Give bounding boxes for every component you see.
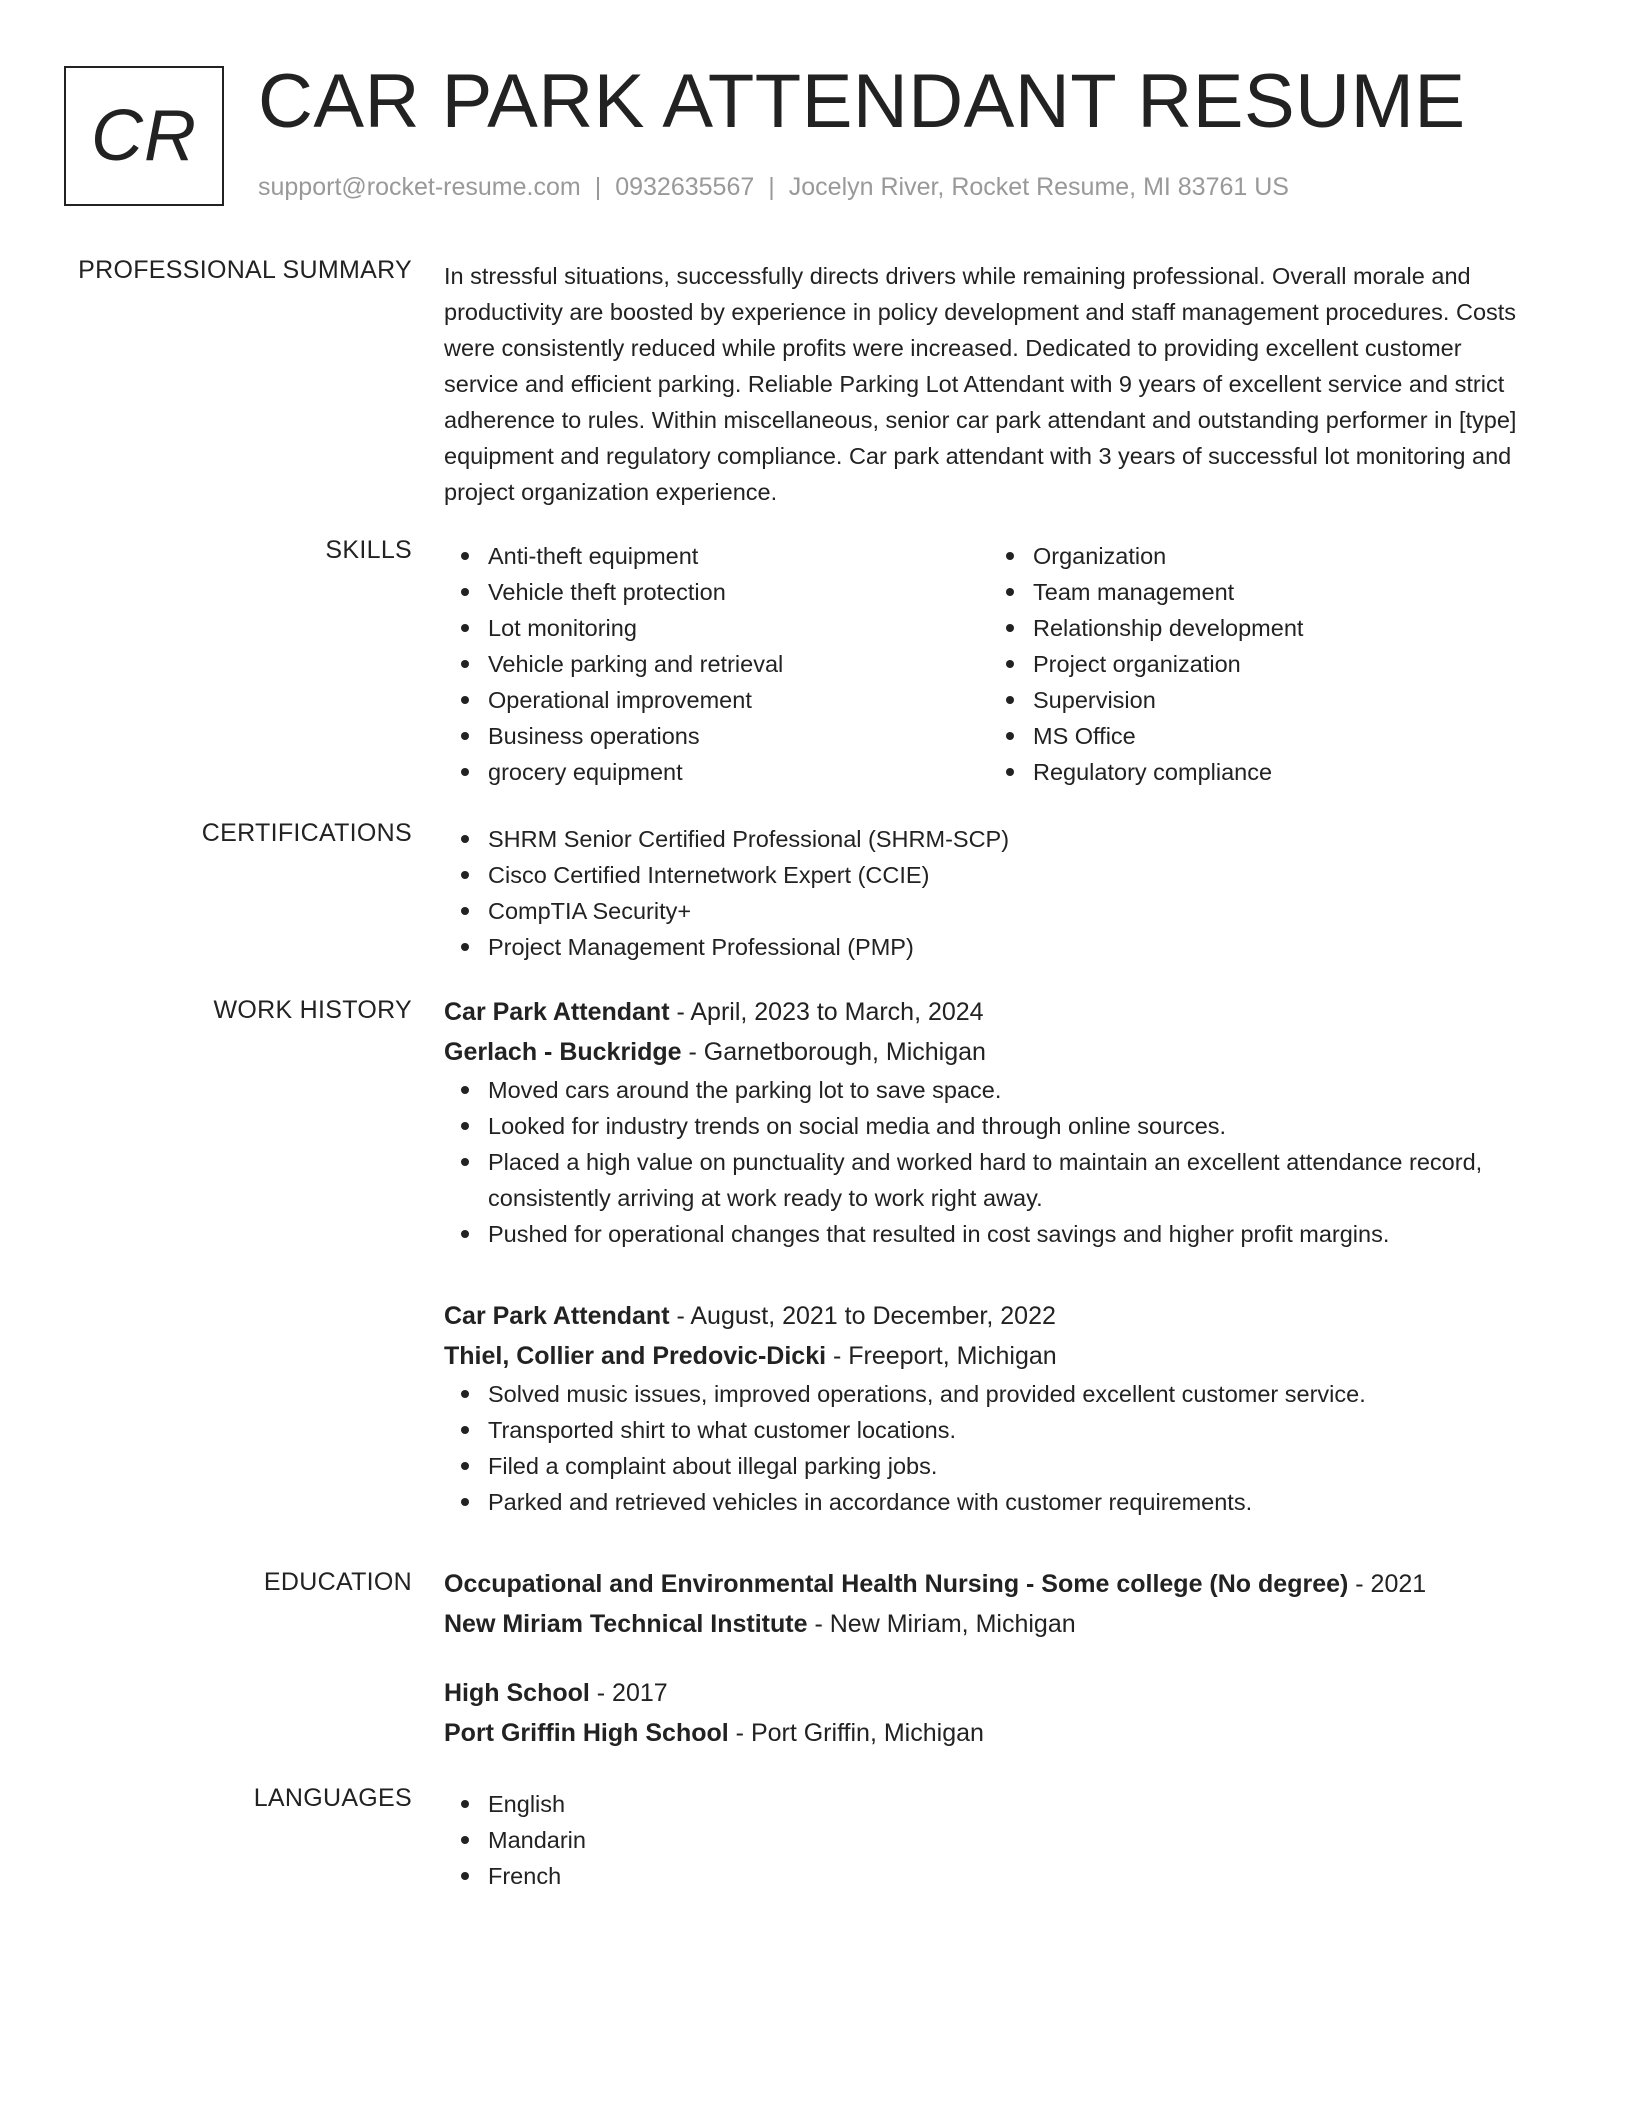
bullet-icon: [461, 1230, 469, 1238]
bullet-icon: [461, 552, 469, 560]
certification-text: Project Management Professional (PMP): [488, 934, 914, 960]
bullet-icon: [461, 1390, 469, 1398]
language-text: English: [488, 1791, 566, 1817]
education-degree: Occupational and Environmental Health Nursing - Some college (No degree): [444, 1570, 1349, 1598]
bullet-icon: [461, 588, 469, 596]
skill-text: Supervision: [1033, 687, 1156, 713]
skill-text: Operational improvement: [488, 687, 752, 713]
education-location: - New Miriam, Michigan: [814, 1610, 1076, 1638]
job-bullet-text: Looked for industry trends on social media and through online sources.: [488, 1113, 1227, 1139]
bullet-icon: [461, 835, 469, 843]
skill-text: grocery equipment: [488, 759, 683, 785]
education-school: New Miriam Technical Institute: [444, 1610, 808, 1638]
certification-item: [444, 857, 1534, 893]
contact-email[interactable]: support@rocket-resume.com: [258, 173, 581, 201]
job-company: Gerlach - Buckridge: [444, 1038, 682, 1066]
bullet-icon: [461, 943, 469, 951]
job-bullets: [444, 1376, 1534, 1520]
education-entry: [444, 1673, 1534, 1753]
bullet-icon: [461, 871, 469, 879]
bullet-icon: [461, 1426, 469, 1434]
job-company: Thiel, Collier and Predovic-Dicki: [444, 1342, 827, 1370]
bullet-icon: [1006, 732, 1014, 740]
job-bullet-text: Solved music issues, improved operations, and provided excellent customer service.: [488, 1381, 1366, 1407]
bullet-icon: [1006, 624, 1014, 632]
bullet-icon: [461, 1122, 469, 1130]
job-dates: - August, 2021 to December, 2022: [676, 1302, 1056, 1330]
contact-address: Jocelyn River, Rocket Resume, MI 83761 US: [788, 173, 1289, 201]
education-degree-line: [444, 1564, 1534, 1604]
certifications-heading: CERTIFICATIONS: [201, 819, 412, 847]
language-item: [444, 1786, 1534, 1822]
skill-item: [989, 646, 1534, 682]
skill-item: [989, 538, 1534, 574]
languages-list: [444, 1786, 1534, 1894]
skill-text: Regulatory compliance: [1033, 759, 1273, 785]
job-company-line: [444, 1032, 1534, 1072]
skill-text: MS Office: [1033, 723, 1136, 749]
bullet-icon: [461, 1086, 469, 1094]
education-school-line: [444, 1713, 1534, 1753]
certifications-list: [444, 821, 1534, 965]
bullet-icon: [461, 1800, 469, 1808]
skill-item: [444, 574, 989, 610]
bullet-icon: [461, 768, 469, 776]
skill-item: [444, 538, 989, 574]
skill-item: [444, 610, 989, 646]
job-bullet: [444, 1376, 1534, 1412]
skill-text: Vehicle parking and retrieval: [488, 651, 784, 677]
bullet-icon: [461, 624, 469, 632]
bullet-icon: [461, 1836, 469, 1844]
job-bullet: [444, 1108, 1534, 1144]
certification-text: Cisco Certified Internetwork Expert (CCIE): [488, 862, 930, 888]
job-title: Car Park Attendant: [444, 1302, 670, 1330]
job-bullet-text: Placed a high value on punctuality and worked hard to maintain an excellent attendance record, consistently arriving at work ready to work right away.: [488, 1149, 1483, 1211]
job-location: - Garnetborough, Michigan: [688, 1038, 986, 1066]
job-bullet-text: Parked and retrieved vehicles in accordance with customer requirements.: [488, 1489, 1253, 1515]
monogram-logo: CR: [64, 66, 224, 206]
skills-grid: [444, 538, 1534, 790]
language-text: Mandarin: [488, 1827, 586, 1853]
job-bullet: [444, 1412, 1534, 1448]
bullet-icon: [1006, 660, 1014, 668]
skills-list-right: [989, 538, 1534, 790]
education-school-line: [444, 1604, 1534, 1644]
bullet-icon: [461, 907, 469, 915]
education-degree: High School: [444, 1679, 590, 1707]
skill-item: [989, 718, 1534, 754]
bullet-icon: [461, 696, 469, 704]
skill-item: [444, 718, 989, 754]
job-entry: [444, 992, 1534, 1252]
skill-item: [444, 646, 989, 682]
job-title-line: [444, 1296, 1534, 1336]
bullet-icon: [461, 1158, 469, 1166]
summary-text: In stressful situations, successfully directs drivers while remaining professional. Overall morale and productivity are boosted by experience in policy development and staff management procedures. Costs were consistently reduced while profits were increased. Dedicated to providing excellent customer service and efficient parking. Reliable Parking Lot Attendant with 9 years of excellent service and strict adherence to rules. Within miscellaneous, senior car park attendant and outstanding performer in [type] equipment and regulatory compliance. Car park attendant with 3 years of successful lot monitoring and project organization experience.: [444, 263, 1517, 505]
skill-text: Business operations: [488, 723, 700, 749]
bullet-icon: [1006, 588, 1014, 596]
languages-heading: LANGUAGES: [253, 1784, 412, 1812]
bullet-icon: [461, 1872, 469, 1880]
job-bullet: [444, 1072, 1534, 1108]
summary-body: [444, 258, 1534, 510]
job-location: - Freeport, Michigan: [833, 1342, 1057, 1370]
education-degree-line: [444, 1673, 1534, 1713]
bullet-icon: [1006, 696, 1014, 704]
education-year: - 2017: [596, 1679, 668, 1707]
bullet-icon: [461, 732, 469, 740]
job-title: Car Park Attendant: [444, 998, 670, 1026]
contact-line: [258, 173, 1289, 202]
certification-item: [444, 821, 1534, 857]
education-entry: [444, 1564, 1534, 1644]
bullet-icon: [461, 1462, 469, 1470]
certification-text: SHRM Senior Certified Professional (SHRM-SCP): [488, 826, 1010, 852]
skill-text: Organization: [1033, 543, 1167, 569]
language-item: [444, 1858, 1534, 1894]
certification-text: CompTIA Security+: [488, 898, 692, 924]
languages-body: [444, 1786, 1534, 1894]
skill-item: [989, 610, 1534, 646]
education-location: - Port Griffin, Michigan: [735, 1719, 984, 1747]
skill-text: Project organization: [1033, 651, 1241, 677]
skills-body: [444, 538, 1534, 790]
certification-item: [444, 929, 1534, 965]
skills-list-left: [444, 538, 989, 790]
contact-phone[interactable]: 0932635567: [615, 173, 755, 201]
summary-heading: PROFESSIONAL SUMMARY: [78, 256, 412, 284]
skill-text: Relationship development: [1033, 615, 1304, 641]
skill-text: Team management: [1033, 579, 1235, 605]
job-bullet: [444, 1448, 1534, 1484]
job-entry: [444, 1296, 1534, 1520]
skill-item: [444, 754, 989, 790]
contact-separator: |: [768, 173, 775, 201]
work-history-heading: WORK HISTORY: [213, 996, 412, 1024]
job-bullet-text: Pushed for operational changes that resulted in cost savings and higher profit margins.: [488, 1221, 1390, 1247]
job-bullet: [444, 1144, 1534, 1216]
job-bullet-text: Moved cars around the parking lot to save space.: [488, 1077, 1002, 1103]
job-bullet-text: Filed a complaint about illegal parking jobs.: [488, 1453, 938, 1479]
skill-item: [989, 754, 1534, 790]
job-bullet: [444, 1216, 1534, 1252]
contact-separator: |: [594, 173, 602, 201]
education-heading: EDUCATION: [263, 1568, 412, 1596]
education-year: - 2021: [1355, 1570, 1427, 1598]
language-text: French: [488, 1863, 562, 1889]
skills-heading: SKILLS: [325, 536, 412, 564]
language-item: [444, 1822, 1534, 1858]
bullet-icon: [1006, 768, 1014, 776]
certification-item: [444, 893, 1534, 929]
skill-item: [989, 574, 1534, 610]
job-title-line: [444, 992, 1534, 1032]
job-bullet: [444, 1484, 1534, 1520]
skill-item: [444, 682, 989, 718]
skill-text: Lot monitoring: [488, 615, 637, 641]
bullet-icon: [461, 660, 469, 668]
job-dates: - April, 2023 to March, 2024: [676, 998, 984, 1026]
job-company-line: [444, 1336, 1534, 1376]
education-school: Port Griffin High School: [444, 1719, 729, 1747]
job-bullet-text: Transported shirt to what customer locations.: [488, 1417, 957, 1443]
bullet-icon: [1006, 552, 1014, 560]
bullet-icon: [461, 1498, 469, 1506]
job-bullets: [444, 1072, 1534, 1252]
skill-item: [989, 682, 1534, 718]
skill-text: Vehicle theft protection: [488, 579, 726, 605]
page-title: CAR PARK ATTENDANT RESUME: [258, 59, 1466, 144]
certifications-body: [444, 821, 1534, 965]
skill-text: Anti-theft equipment: [488, 543, 699, 569]
